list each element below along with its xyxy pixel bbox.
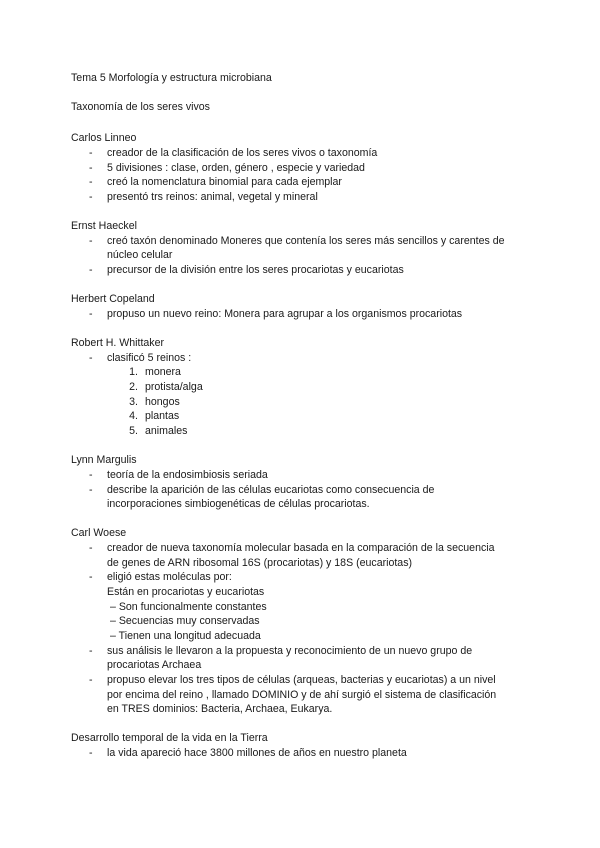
- list-item: creó taxón denominado Moneres que contenía los seres más sencillos y carentes de: [107, 235, 505, 247]
- list-item: clasificó 5 reinos :: [107, 352, 192, 364]
- list-item: propuso elevar los tres tipos de células (arqueas, bacterias y eucariotas) a un nivel: [107, 674, 496, 686]
- list-item: creó la nomenclatura binomial para cada ejemplar: [107, 176, 342, 188]
- bullet-dash: -: [89, 747, 93, 759]
- list-item: eligió estas moléculas por:: [107, 571, 232, 583]
- numbered-item: hongos: [145, 396, 180, 408]
- list-item-continuation: por encima del reino , llamado DOMINIO y de ahí surgió el sistema de clasificación: [107, 689, 497, 701]
- bullet-dash: -: [89, 162, 93, 174]
- list-item-continuation: en TRES dominios: Bacteria, Archaea, Eukarya.: [107, 703, 333, 715]
- list-item: la vida apareció hace 3800 millones de años en nuestro planeta: [107, 747, 407, 759]
- list-item-continuation: incorporaciones simbiogenéticas de células procariotas.: [107, 498, 370, 510]
- list-item: describe la aparición de las células eucariotas como consecuencia de: [107, 484, 435, 496]
- bullet-dash: -: [89, 645, 93, 657]
- heading-haeckel: Ernst Haeckel: [71, 220, 137, 232]
- list-item: precursor de la división entre los seres procariotas y eucariotas: [107, 264, 404, 276]
- bullet-dash: -: [89, 674, 93, 686]
- sub-item: Están en procariotas y eucariotas: [107, 586, 265, 598]
- bullet-dash: -: [89, 571, 93, 583]
- section-subtitle: Taxonomía de los seres vivos: [71, 101, 210, 113]
- list-item: 5 divisiones : clase, orden, género , especie y variedad: [107, 162, 365, 174]
- list-item: creador de la clasificación de los seres vivos o taxonomía: [107, 147, 378, 159]
- heading-whittaker: Robert H. Whittaker: [71, 337, 165, 349]
- bullet-dash: -: [89, 147, 93, 159]
- sub-item: – Tienen una longitud adecuada: [110, 630, 261, 642]
- bullet-dash: -: [89, 176, 93, 188]
- bullet-dash: -: [89, 308, 93, 320]
- list-item-continuation: de genes de ARN ribosomal 16S (procariotas) y 18S (eucariotas): [107, 557, 413, 569]
- list-item: sus análisis le llevaron a la propuesta y reconocimiento de un nuevo grupo de: [107, 645, 473, 657]
- numbered-item: monera: [145, 366, 181, 378]
- bullet-dash: -: [89, 191, 93, 203]
- list-item: presentó trs reinos: animal, vegetal y mineral: [107, 191, 318, 203]
- bullet-dash: -: [89, 235, 93, 247]
- list-number: 2.: [129, 381, 138, 393]
- heading-copeland: Herbert Copeland: [71, 293, 155, 305]
- sub-item: – Secuencias muy conservadas: [110, 615, 260, 627]
- list-number: 1.: [129, 366, 138, 378]
- list-item-continuation: núcleo celular: [107, 249, 173, 261]
- bullet-dash: -: [89, 469, 93, 481]
- bullet-dash: -: [89, 542, 93, 554]
- heading-margulis: Lynn Margulis: [71, 454, 137, 466]
- list-number: 4.: [129, 410, 138, 422]
- heading-linneo: Carlos Linneo: [71, 132, 137, 144]
- page-title: Tema 5 Morfología y estructura microbiana: [71, 72, 272, 84]
- numbered-item: protista/alga: [145, 381, 203, 393]
- bullet-dash: -: [89, 352, 93, 364]
- list-number: 5.: [129, 425, 138, 437]
- sub-item: – Son funcionalmente constantes: [110, 601, 267, 613]
- list-item: propuso un nuevo reino: Monera para agrupar a los organismos procariotas: [107, 308, 463, 320]
- list-item: creador de nueva taxonomía molecular basada en la comparación de la secuencia: [107, 542, 495, 554]
- numbered-item: animales: [145, 425, 188, 437]
- heading-desarrollo: Desarrollo temporal de la vida en la Tierra: [71, 732, 268, 744]
- list-item-continuation: procariotas Archaea: [107, 659, 202, 671]
- heading-woese: Carl Woese: [71, 527, 127, 539]
- bullet-dash: -: [89, 484, 93, 496]
- list-item: teoría de la endosimbiosis seriada: [107, 469, 268, 481]
- list-number: 3.: [129, 396, 138, 408]
- bullet-dash: -: [89, 264, 93, 276]
- numbered-item: plantas: [145, 410, 180, 422]
